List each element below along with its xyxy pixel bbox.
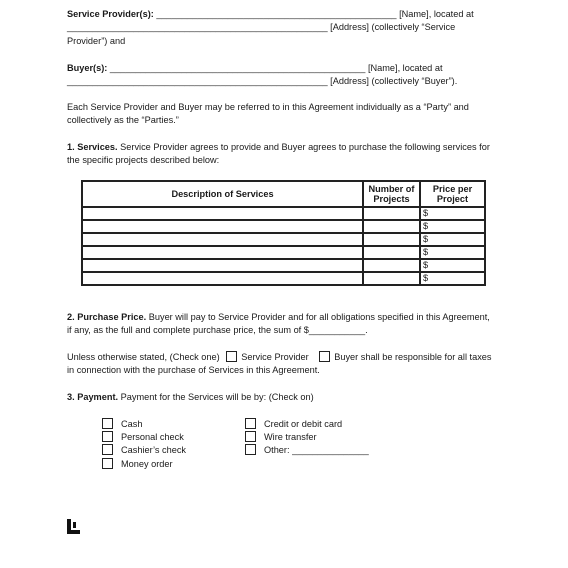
payment-option-other[interactable] [245, 444, 369, 455]
purchase-price-heading: 2. Purchase Price. [67, 312, 147, 322]
provider-line-1-tail: [Name], located at [399, 9, 474, 19]
taxes-line-1 [67, 351, 492, 362]
brand-logo-icon [67, 519, 80, 534]
provider-address-field[interactable]: ___________________________________________________ [67, 22, 328, 32]
column-header-price-line-2: Project [436, 194, 469, 204]
cashiers-check-checkbox[interactable] [102, 444, 113, 455]
other-checkbox[interactable] [245, 444, 256, 455]
table-row [82, 220, 485, 233]
card-checkbox[interactable] [245, 418, 256, 429]
payment-option-card[interactable] [245, 418, 342, 429]
services-line-1-text: Service Provider agrees to provide and Buyer agrees to purchase the following services for [120, 142, 490, 152]
number-cell[interactable] [363, 233, 420, 246]
buyer-label: Buyer(s) [67, 63, 105, 73]
table-row [82, 259, 485, 272]
purchase-price-line-2: if any, as the full and complete purchase price, the sum of $___________. [67, 325, 368, 335]
description-cell[interactable] [82, 259, 363, 272]
number-cell[interactable] [363, 207, 420, 220]
table-row [82, 233, 485, 246]
taxes-option-service-provider: Service Provider [241, 352, 309, 362]
payment-option-cashiers-check[interactable] [102, 444, 186, 455]
payment-option-label: Personal check [121, 432, 184, 442]
buyer-line-2 [67, 76, 457, 86]
description-cell[interactable] [82, 246, 363, 259]
money-order-checkbox[interactable] [102, 458, 113, 469]
number-cell[interactable] [363, 259, 420, 272]
party-definition-line-1: Each Service Provider and Buyer may be referred to in this Agreement individually as a “Party” and [67, 102, 469, 112]
currency-symbol: $ [423, 260, 429, 270]
number-cell[interactable] [363, 246, 420, 259]
services-line-1 [67, 142, 490, 152]
service-provider-checkbox[interactable] [226, 351, 237, 362]
column-header-number-line-2: Projects [373, 194, 410, 204]
payment-option-cash[interactable] [102, 418, 142, 429]
party-definition-line-2: collectively as the “Parties.” [67, 115, 179, 125]
buyer-name-field[interactable]: __________________________________________________ [109, 63, 366, 73]
description-cell[interactable] [82, 272, 363, 285]
payment-option-label: Cashier’s check [121, 445, 187, 455]
wire-transfer-checkbox[interactable] [245, 431, 256, 442]
provider-line-2 [67, 22, 455, 32]
table-row [82, 246, 485, 259]
provider-line-1: Service Provider(s): _______________________________________________ [Name], located at [67, 9, 474, 19]
description-cell[interactable] [82, 207, 363, 220]
payment-option-personal-check[interactable] [102, 431, 184, 442]
payment-option-wire[interactable] [245, 431, 317, 442]
description-cell[interactable] [82, 220, 363, 233]
payment-option-money-order[interactable] [102, 458, 173, 469]
number-cell[interactable] [363, 220, 420, 233]
taxes-option-buyer: Buyer shall be responsible for all taxes [334, 352, 492, 362]
services-line-2: the specific projects described below: [67, 155, 220, 165]
taxes-prefix: Unless otherwise stated, (Check one) [67, 352, 220, 362]
currency-symbol: $ [423, 273, 429, 283]
table-row [82, 272, 485, 285]
currency-symbol: $ [423, 208, 429, 218]
column-header-number [363, 181, 420, 207]
currency-symbol: $ [423, 247, 429, 257]
buyer-line-1-tail: [Name], located at [367, 63, 443, 73]
table-row [82, 207, 485, 220]
provider-label: Service Provider(s) [67, 9, 151, 19]
column-header-number-line-1: Number of [368, 184, 415, 194]
provider-line-3: Provider”) and [67, 36, 126, 46]
payment-line [67, 392, 314, 402]
price-cell[interactable] [420, 272, 485, 285]
price-cell[interactable] [420, 207, 485, 220]
cash-checkbox[interactable] [102, 418, 113, 429]
buyer-line-1: Buyer(s): __________________________________________________ [Name], located at [67, 63, 443, 73]
payment-option-label: Credit or debit card [264, 419, 343, 429]
price-cell[interactable] [420, 233, 485, 246]
price-cell[interactable] [420, 259, 485, 272]
price-cell[interactable] [420, 220, 485, 233]
services-heading: 1. Services. [67, 142, 118, 152]
services-table [81, 180, 486, 286]
taxes-line-2: in connection with the purchase of Services in this Agreement. [67, 365, 320, 375]
description-cell[interactable] [82, 233, 363, 246]
payment-option-label: Money order [121, 459, 173, 469]
payment-option-label: Cash [121, 419, 143, 429]
number-cell[interactable] [363, 272, 420, 285]
currency-symbol: $ [423, 234, 429, 244]
provider-name-field[interactable]: _______________________________________________ [156, 9, 397, 19]
provider-line-2-tail: [Address] (collectively “Service [330, 22, 456, 32]
payment-heading: 3. Payment. [67, 392, 119, 402]
column-header-description: Description of Services [82, 181, 363, 207]
buyer-checkbox[interactable] [319, 351, 330, 362]
buyer-address-field[interactable]: ___________________________________________________ [67, 76, 328, 86]
payment-option-label: Wire transfer [264, 432, 317, 442]
column-header-price-line-1: Price per [432, 184, 473, 194]
payment-option-label: Other: _______________ [264, 445, 369, 455]
column-header-price [420, 181, 485, 207]
price-cell[interactable] [420, 246, 485, 259]
purchase-price-line-1 [67, 312, 490, 322]
services-table-header [82, 181, 485, 207]
purchase-price-line-1-text: Buyer will pay to Service Provider and for all obligations specified in this Agreement, [148, 312, 490, 322]
buyer-line-2-tail: [Address] (collectively “Buyer”). [330, 76, 458, 86]
currency-symbol: $ [423, 221, 429, 231]
personal-check-checkbox[interactable] [102, 431, 113, 442]
payment-line-text: Payment for the Services will be by: (Check on) [120, 392, 314, 402]
